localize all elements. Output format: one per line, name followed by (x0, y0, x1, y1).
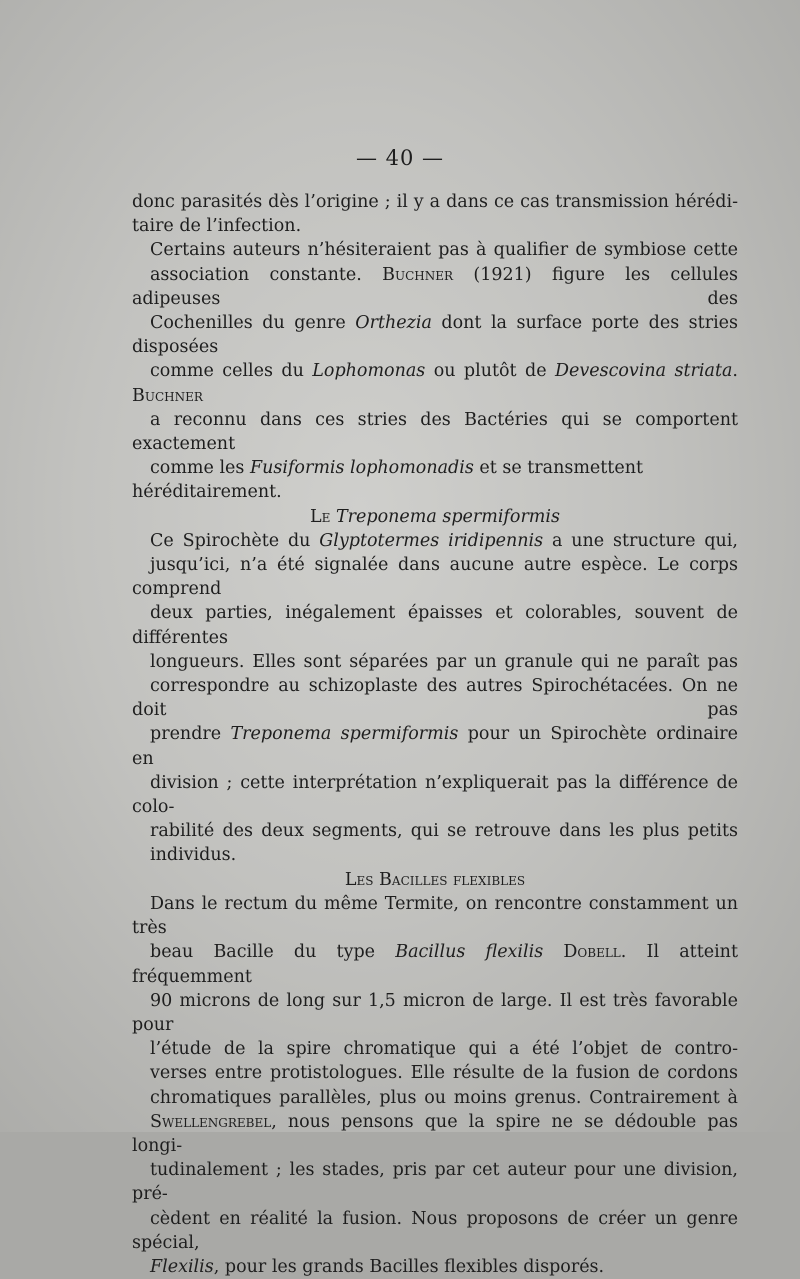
text-line: chromatiques parallèles, plus ou moins grenus. Contrairement à (150, 1087, 738, 1108)
text-line: longueurs. Elles sont séparées par un granule qui ne paraît pas (150, 651, 738, 672)
text-line: Flexilis, pour les grands Bacilles flexibles disporés. (150, 1256, 605, 1277)
taxon-name: Lophomonas (312, 361, 426, 382)
text-line: prendre Treponema spermiformis pour un Spirochète ordinaire en (132, 724, 738, 769)
text-line: l’étude de la spire chromatique qui a été l’objet de contro- (150, 1039, 738, 1060)
text-line: taire de l’infection. (132, 216, 302, 237)
text-line: comme les Fusiformis lophomonadis et se transmettent héréditairement. (132, 458, 644, 503)
author-name: Swellengrebel (150, 1111, 272, 1132)
taxon-name: Glyptotermes iridipennis (319, 530, 544, 551)
text-line: rabilité des deux segments, qui se retrouve dans les plus petits (150, 821, 738, 842)
paragraph-treponema (132, 529, 738, 868)
section-heading-bacilles: Les Bacilles flexibles (344, 869, 526, 890)
author-name: Buchner (382, 264, 454, 285)
text-line: correspondre au schizoplaste des autres Spirochétacées. On ne doit pas (132, 676, 738, 721)
taxon-name: Treponema spermiformis (230, 724, 459, 745)
genus-name: Flexilis (150, 1256, 214, 1277)
paragraph-continuation (132, 190, 738, 238)
text-line: comme celles du Lophomonas ou plutôt de Devescovina striata. Buchner (132, 361, 738, 406)
text-line: cèdent en réalité la fusion. Nous proposons de créer un genre spécial, (132, 1208, 738, 1253)
text-line: Ce Spirochète du Glyptotermes iridipennis a une structure qui, (150, 530, 738, 551)
text-line: verses entre protistologues. Elle résulte de la fusion de cordons (150, 1063, 738, 1084)
text-line: division ; cette interprétation n’expliquerait pas la différence de colo- (132, 772, 738, 818)
text-line: beau Bacille du type Bacillus flexilis Dobell. Il atteint fréquemment (132, 942, 738, 987)
text-line: deux parties, inégalement épaisses et colorables, souvent de différentes (132, 603, 738, 648)
taxon-name: Orthezia (355, 313, 432, 334)
page-body (132, 190, 738, 1279)
text-line: individus. (150, 845, 237, 866)
taxon-name: Devescovina striata (554, 361, 733, 382)
text-line: jusqu’ici, n’a été signalée dans aucune autre espèce. Le corps comprend (132, 555, 738, 600)
paragraph-symbiose (132, 238, 738, 504)
text-line: Dans le rectum du même Termite, on rencontre constamment un très (132, 893, 738, 939)
text-line: a reconnu dans ces stries des Bactéries qui se comportent exactement (132, 409, 738, 455)
text-line: tudinalement ; les stades, pris par cet auteur pour une division, pré- (132, 1160, 738, 1205)
text-line: association constante. Buchner (1921) figure les cellules adipeuses des (132, 264, 738, 309)
author-name: Buchner (132, 385, 203, 406)
author-name: Dobell (563, 942, 621, 963)
taxon-name: Fusiformis lophomonadis (249, 458, 474, 479)
taxon-name: Bacillus flexilis (395, 942, 544, 963)
page-number: — 40 — (355, 146, 445, 170)
paragraph-bacilles (132, 892, 738, 1279)
text-line: Swellengrebel, nous pensons que la spire ne se dédouble pas longi- (132, 1111, 738, 1156)
text-line: 90 microns de long sur 1,5 micron de large. Il est très favorable pour (132, 990, 738, 1035)
text-line: Certains auteurs n’hésiteraient pas à qualifier de symbiose cette (150, 240, 738, 261)
text-line: Cochenilles du genre Orthezia dont la surface porte des stries disposées (132, 313, 738, 358)
text-line: donc parasités dès l’origine ; il y a dans ce cas transmission hérédi- (132, 192, 738, 212)
section-heading-treponema: Le Treponema spermiformis (310, 506, 560, 527)
